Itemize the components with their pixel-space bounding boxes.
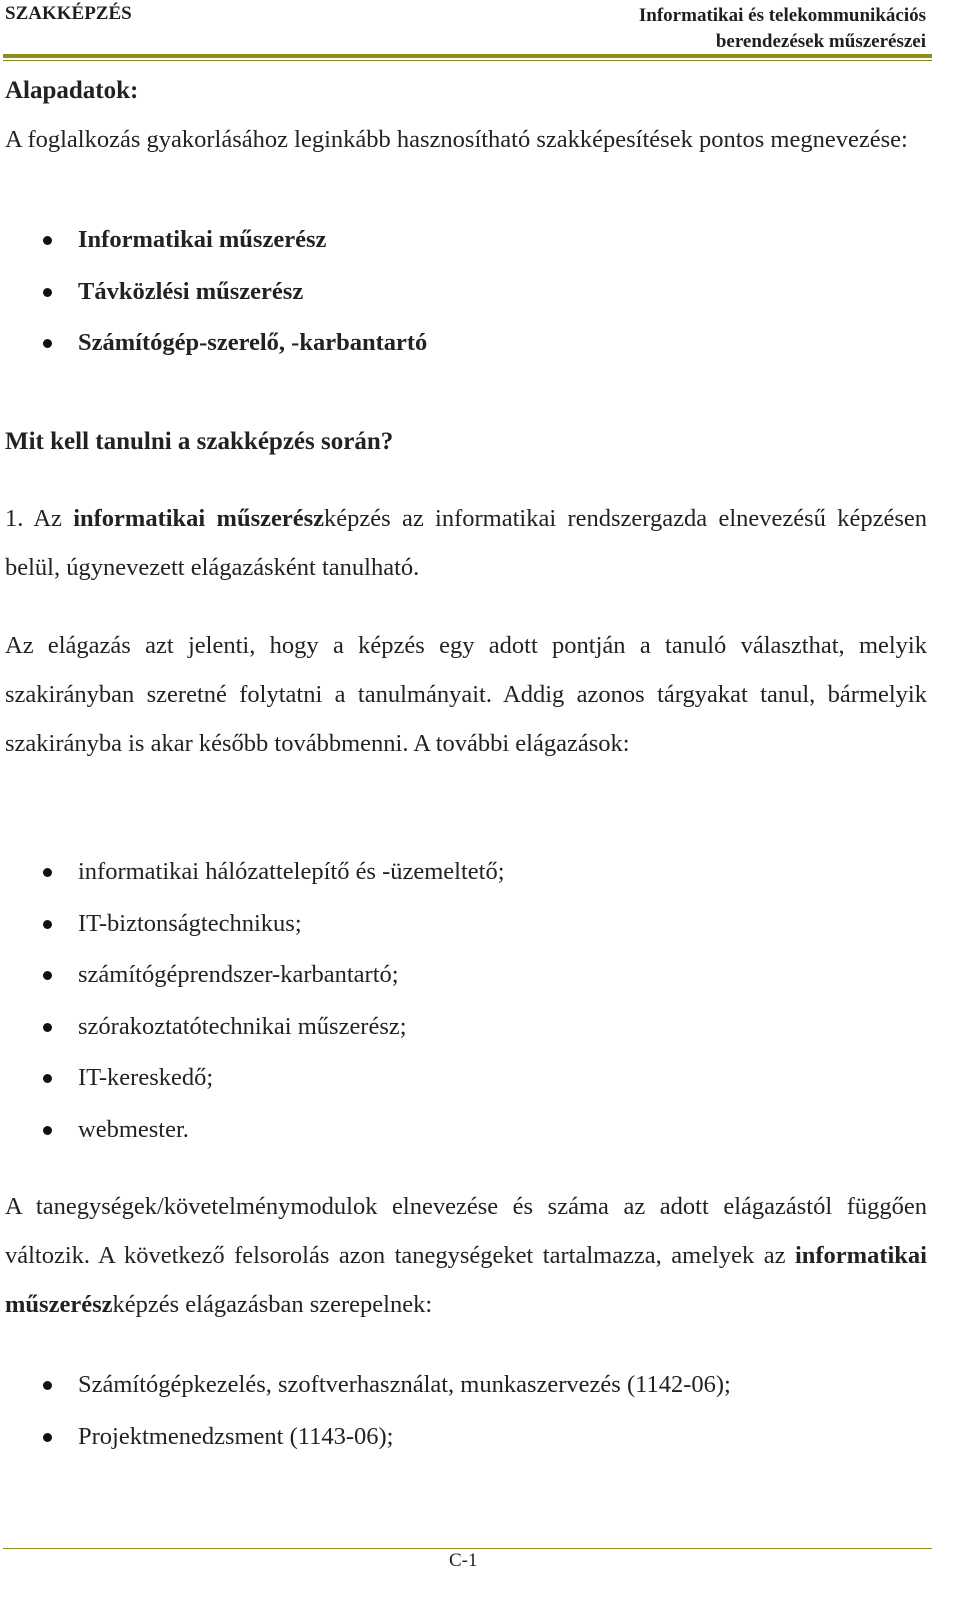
branch-paragraph-2: Az elágazás azt jelenti, hogy a képzés egy adott pontján a tanuló választhat, melyik szakirányban szeretné folytatni a tanulmányait. Addig azonos tárgyakat tanul, bármelyik szakirányba is akar később továbbmenni. A további elágazások: <box>5 632 927 757</box>
header-divider-thick <box>3 54 932 58</box>
modules-list <box>0 1359 930 1462</box>
list-item: IT-biztonságtechnikus; <box>0 898 930 950</box>
modules-paragraph: A tanegységek/követelménymodulok elnevezése és száma az adott elágazástól függően változik. A következő felsorolás azon tanegységeket tartalmazza, amelyek az informatikai műszerészképzés elágazásban szerepelnek: <box>5 1193 927 1318</box>
bullet-icon <box>43 288 52 297</box>
branches-list <box>0 846 930 1155</box>
bullet-icon <box>43 1074 52 1083</box>
list-item: számítógéprendszer-karbantartó; <box>0 949 930 1001</box>
bullet-icon <box>43 1381 52 1390</box>
bullet-icon <box>43 1023 52 1032</box>
bullet-icon <box>43 339 52 348</box>
basics-intro: A foglalkozás gyakorlásához leginkább hasznosítható szakképesítések pontos megnevezése: <box>5 126 908 153</box>
header-right-line-2: berendezések műszerészei <box>715 31 926 52</box>
qualification-name-bold: informatikai műszerész <box>5 1242 927 1318</box>
header-right-title <box>639 3 926 55</box>
footer-divider <box>3 1548 932 1549</box>
bullet-icon <box>43 236 52 245</box>
bullet-icon <box>43 920 52 929</box>
page-header <box>0 0 932 60</box>
branch-paragraph-1: 1. Az informatikai műszerészképzés az informatikai rendszergazda elnevezésű képzésen belül, úgynevezett elágazásként tanulható. <box>5 505 927 581</box>
list-item: Számítógép-szerelő, -karbantartó <box>0 317 930 369</box>
bullet-icon <box>43 1126 52 1135</box>
list-item: Informatikai műszerész <box>0 214 930 266</box>
bullet-icon <box>43 868 52 877</box>
list-item: Számítógépkezelés, szoftverhasználat, munkaszervezés (1142-06); <box>0 1359 930 1411</box>
bullet-icon <box>43 1433 52 1442</box>
header-divider-thin <box>3 60 932 61</box>
basics-heading: Alapadatok: <box>5 77 139 104</box>
header-right-line-1: Informatikai és telekommunikációs <box>638 5 926 26</box>
list-item: informatikai hálózattelepítő és -üzemeltető; <box>0 846 930 898</box>
bullet-icon <box>43 971 52 980</box>
header-left-title: SZAKKÉPZÉS <box>5 3 132 24</box>
learning-question: Mit kell tanulni a szakképzés során? <box>5 428 394 455</box>
list-item: webmester. <box>0 1104 930 1156</box>
list-item: Távközlési műszerész <box>0 266 930 318</box>
list-item: Projektmenedzsment (1143-06); <box>0 1411 930 1463</box>
list-item: szórakoztatótechnikai műszerész; <box>0 1001 930 1053</box>
list-item: IT-kereskedő; <box>0 1052 930 1104</box>
qualification-name-bold: informatikai műszerész <box>73 505 325 532</box>
page-number: C-1 <box>449 1550 478 1571</box>
qualifications-list <box>0 214 930 369</box>
